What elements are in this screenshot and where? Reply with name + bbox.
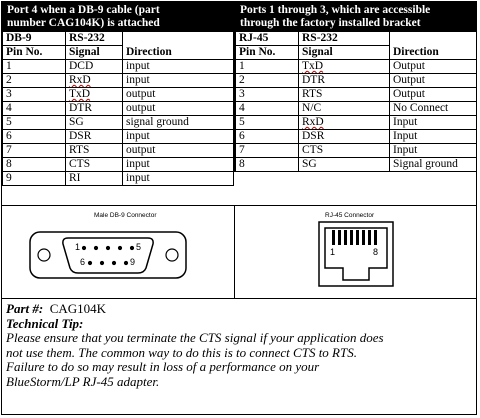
db9-pin-header: DB-9 [3, 32, 66, 46]
db9-pin-1-label: 1 [75, 242, 81, 252]
table-row: 5 RxD Input [236, 116, 477, 130]
table-row: 3 TxD output [3, 88, 234, 102]
table-row: 6 DSR Input [236, 130, 477, 144]
table-row: 1 TxD Output [236, 60, 477, 74]
technical-tip-line: Failure to do so may result in loss of a performance on your [6, 359, 320, 374]
part-number-label: Part #: [6, 301, 44, 316]
notes-section [6, 302, 474, 389]
pinout-document [1, 1, 477, 415]
db9-pinout-table [2, 31, 234, 186]
table-row: 4 N/C No Connect [236, 102, 477, 116]
rj45-pin-1-label: 1 [330, 247, 336, 257]
db9-header-line1: Port 4 when a DB-9 cable (part [7, 4, 160, 16]
rj45-signal-header: RS-232 [299, 32, 390, 46]
db9-column-header-row-2: Pin No. Signal Direction [3, 46, 234, 60]
rj45-pinout-table [235, 31, 477, 172]
table-row: 1 DCD input [3, 60, 234, 74]
db9-column-header-row [3, 32, 234, 46]
db9-header-line2: number CAG104K) is attached [7, 17, 160, 29]
technical-tip-title: Technical Tip: [6, 315, 84, 331]
part-number-value: CAG104K [49, 301, 107, 316]
table-row: 2 DTR Output [236, 74, 477, 88]
db9-connector-drawing [2, 206, 234, 298]
table-row: 2 RxD input [3, 74, 234, 88]
db9-pin-5-label: 5 [136, 242, 142, 252]
rj45-header-line1: Ports 1 through 3, which are accessible [240, 4, 431, 16]
rj45-pin-8-label: 8 [373, 247, 379, 257]
db9-pinout-section [2, 2, 234, 186]
rj45-header-line2: through the factory installed bracket [240, 17, 421, 29]
db9-connector-label: Male DB-9 Connector [94, 212, 157, 219]
rj45-pin-header: RJ-45 [236, 32, 299, 46]
rj45-connector-drawing [235, 206, 477, 298]
rj45-column-header-row-2: Pin No. Signal Direction [236, 46, 477, 60]
db9-signal-header: RS-232 [66, 32, 123, 46]
table-row: 8 SG Signal ground [236, 158, 477, 172]
table-row: 9 RI input [3, 172, 234, 186]
db9-direction-header: Direction [123, 46, 234, 60]
rj45-connector-panel [234, 206, 477, 298]
rj45-direction-header: Direction [390, 46, 477, 60]
connector-diagrams [2, 205, 476, 299]
table-row: 8 CTS input [3, 158, 234, 172]
table-row: 6 DSR input [3, 130, 234, 144]
rj45-column-header-row [236, 32, 477, 46]
rj45-section-header [235, 2, 477, 31]
technical-tip-line: BlueStorm/LP RJ-45 adapter. [6, 373, 160, 389]
part-number-line [6, 302, 474, 317]
db9-pin-6-label: 6 [80, 257, 86, 267]
table-row: 3 RTS Output [236, 88, 477, 102]
db9-pin-9-label: 9 [130, 257, 136, 267]
table-row: 7 RTS output [3, 144, 234, 158]
rj45-connector-label: RJ-45 Connector [325, 212, 375, 219]
technical-tip-line: Please ensure that you terminate the CTS signal if your application does [6, 330, 384, 345]
rj45-pinout-section [234, 2, 477, 172]
table-row: 7 CTS Input [236, 144, 477, 158]
table-row: 5 SG signal ground [3, 116, 234, 130]
db9-connector-panel [2, 206, 234, 298]
db9-section-header [2, 2, 234, 31]
table-row: 4 DTR output [3, 102, 234, 116]
technical-tip-line: not use them. The common way to do this is to connect CTS to RTS. [6, 344, 357, 360]
